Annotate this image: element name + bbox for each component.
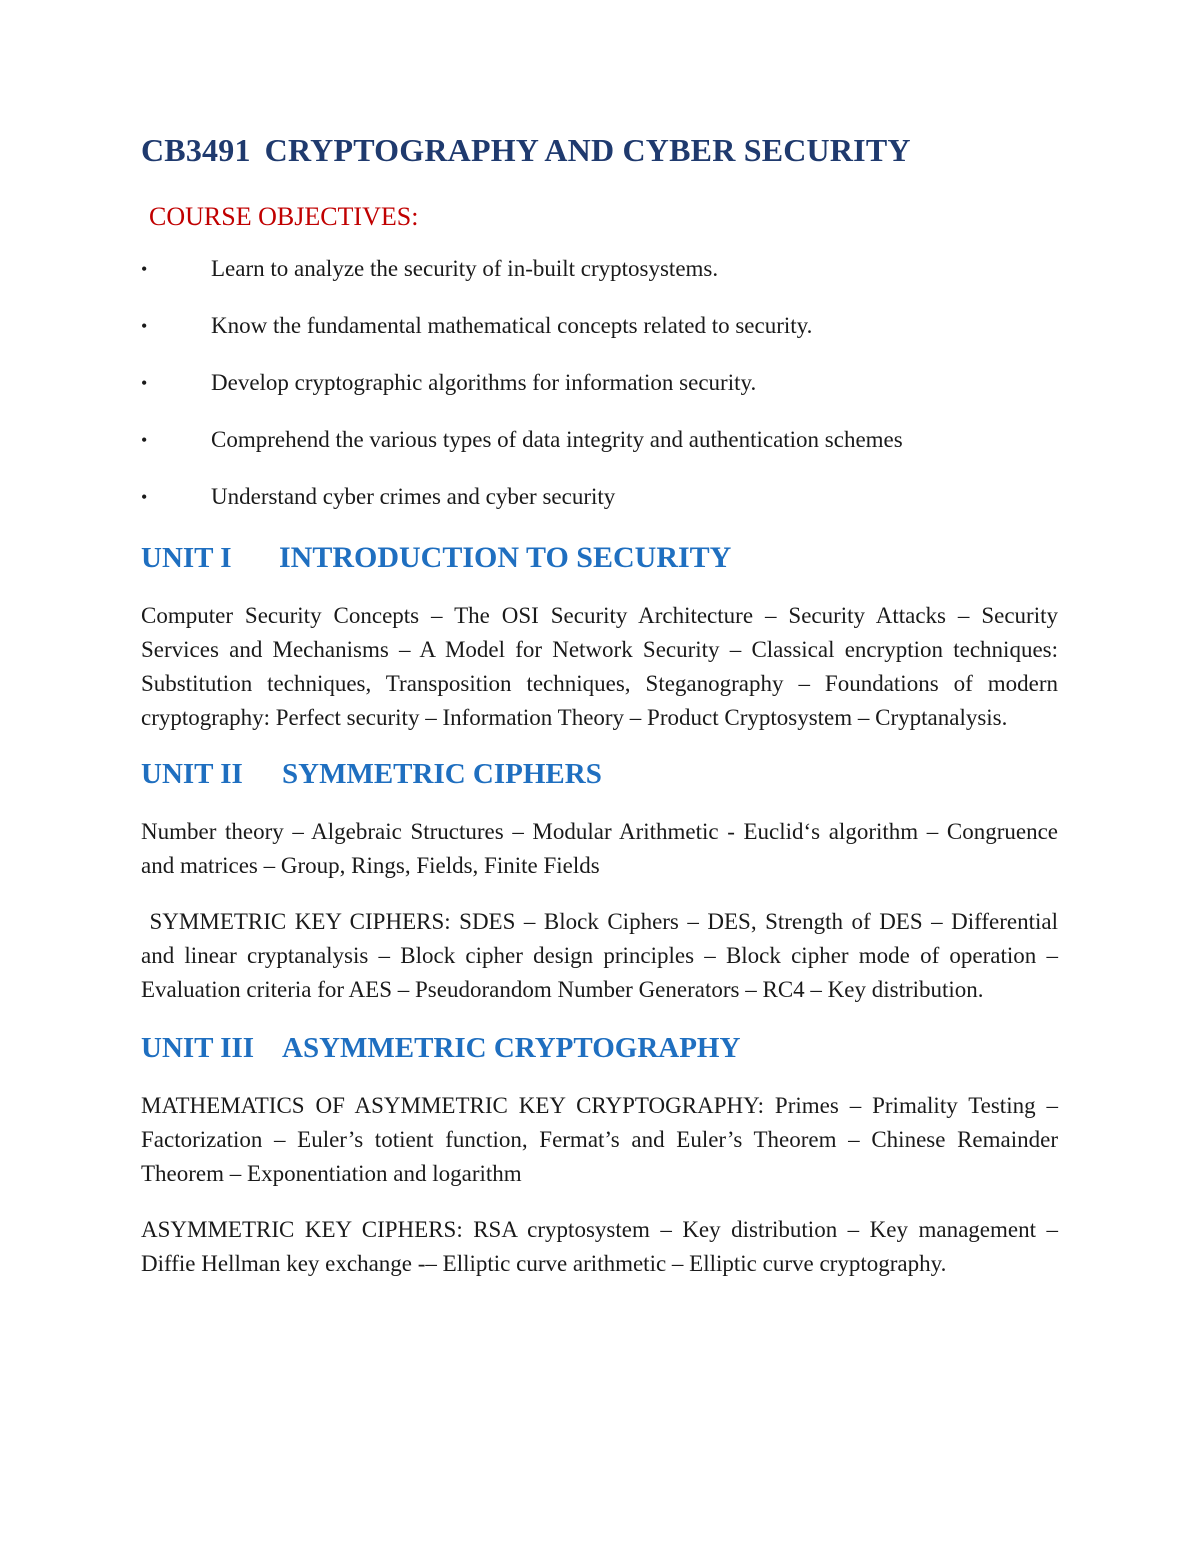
unit-2-syllabus-ciphers: SYMMETRIC KEY CIPHERS: SDES – Block Ciphers – DES, Strength of DES – Differential and linear cryptanalysis – Block cipher design principles – Block cipher mode of operation – Evaluation criteria for AES – Pseudorandom Number Generators – RC4 – Key distribution. (141, 909, 1064, 1002)
unit-number: UNIT III (141, 1032, 255, 1064)
course-title-text: CRYPTOGRAPHY AND CYBER SECURITY (264, 132, 911, 168)
unit-3-heading (141, 1029, 1058, 1067)
document-page (141, 130, 1064, 1281)
unit-number: UNIT II (141, 758, 243, 790)
bullet-icon: • (141, 373, 148, 393)
objective-item (141, 254, 1058, 284)
objectives-list (141, 254, 1058, 512)
objective-text: Learn to analyze the security of in-built cryptosystems. (211, 256, 719, 281)
unit-3-syllabus: MATHEMATICS OF ASYMMETRIC KEY CRYPTOGRAPHY: Primes – Primality Testing – Factorization – Euler’s totient function, Fermat’s and Euler’s Theorem – Chinese Remainder Theorem – Exponentiation and logarithm (141, 1093, 1058, 1186)
objective-text: Understand cyber crimes and cyber security (211, 484, 616, 509)
bullet-icon: • (141, 316, 148, 336)
objective-item (141, 425, 1058, 455)
objective-item (141, 368, 1058, 398)
course-title (141, 130, 1058, 170)
unit-name: INTRODUCTION TO SECURITY (279, 541, 732, 574)
unit-number: UNIT I (141, 542, 232, 574)
bullet-icon: • (141, 259, 148, 279)
objective-item (141, 311, 1058, 341)
objective-text: Know the fundamental mathematical concepts related to security. (211, 313, 813, 338)
unit-2-syllabus: Number theory – Algebraic Structures – Modular Arithmetic - Euclid‘s algorithm – Congruence and matrices – Group, Rings, Fields, Finite Fields (141, 819, 1058, 878)
unit-1-syllabus: Computer Security Concepts – The OSI Security Architecture – Security Attacks – Security Services and Mechanisms – A Model for Network Security – Classical encryption techniques: Substitution techniques, Transposition techniques, Steganography – Foundations of modern cryptography: Perfect security – Information Theory – Product Cryptosystem – Cryptanalysis. (141, 603, 1058, 730)
unit-3-syllabus-ciphers: ASYMMETRIC KEY CIPHERS: RSA cryptosystem – Key distribution – Key management – Diffie Hellman key exchange -– Elliptic curve arithmetic – Elliptic curve cryptography. (141, 1217, 1058, 1276)
objective-item (141, 482, 1058, 512)
objective-text: Comprehend the various types of data integrity and authentication schemes (211, 427, 903, 452)
unit-1-heading (141, 539, 1058, 577)
bullet-icon: • (141, 487, 148, 507)
unit-name: ASYMMETRIC CRYPTOGRAPHY (282, 1032, 741, 1064)
course-code: CB3491 (141, 132, 251, 168)
bullet-icon: • (141, 430, 148, 450)
unit-name: SYMMETRIC CIPHERS (282, 758, 602, 790)
unit-2-heading (141, 755, 1058, 793)
objectives-heading: COURSE OBJECTIVES: (149, 202, 419, 231)
objective-text: Develop cryptographic algorithms for information security. (211, 370, 757, 395)
